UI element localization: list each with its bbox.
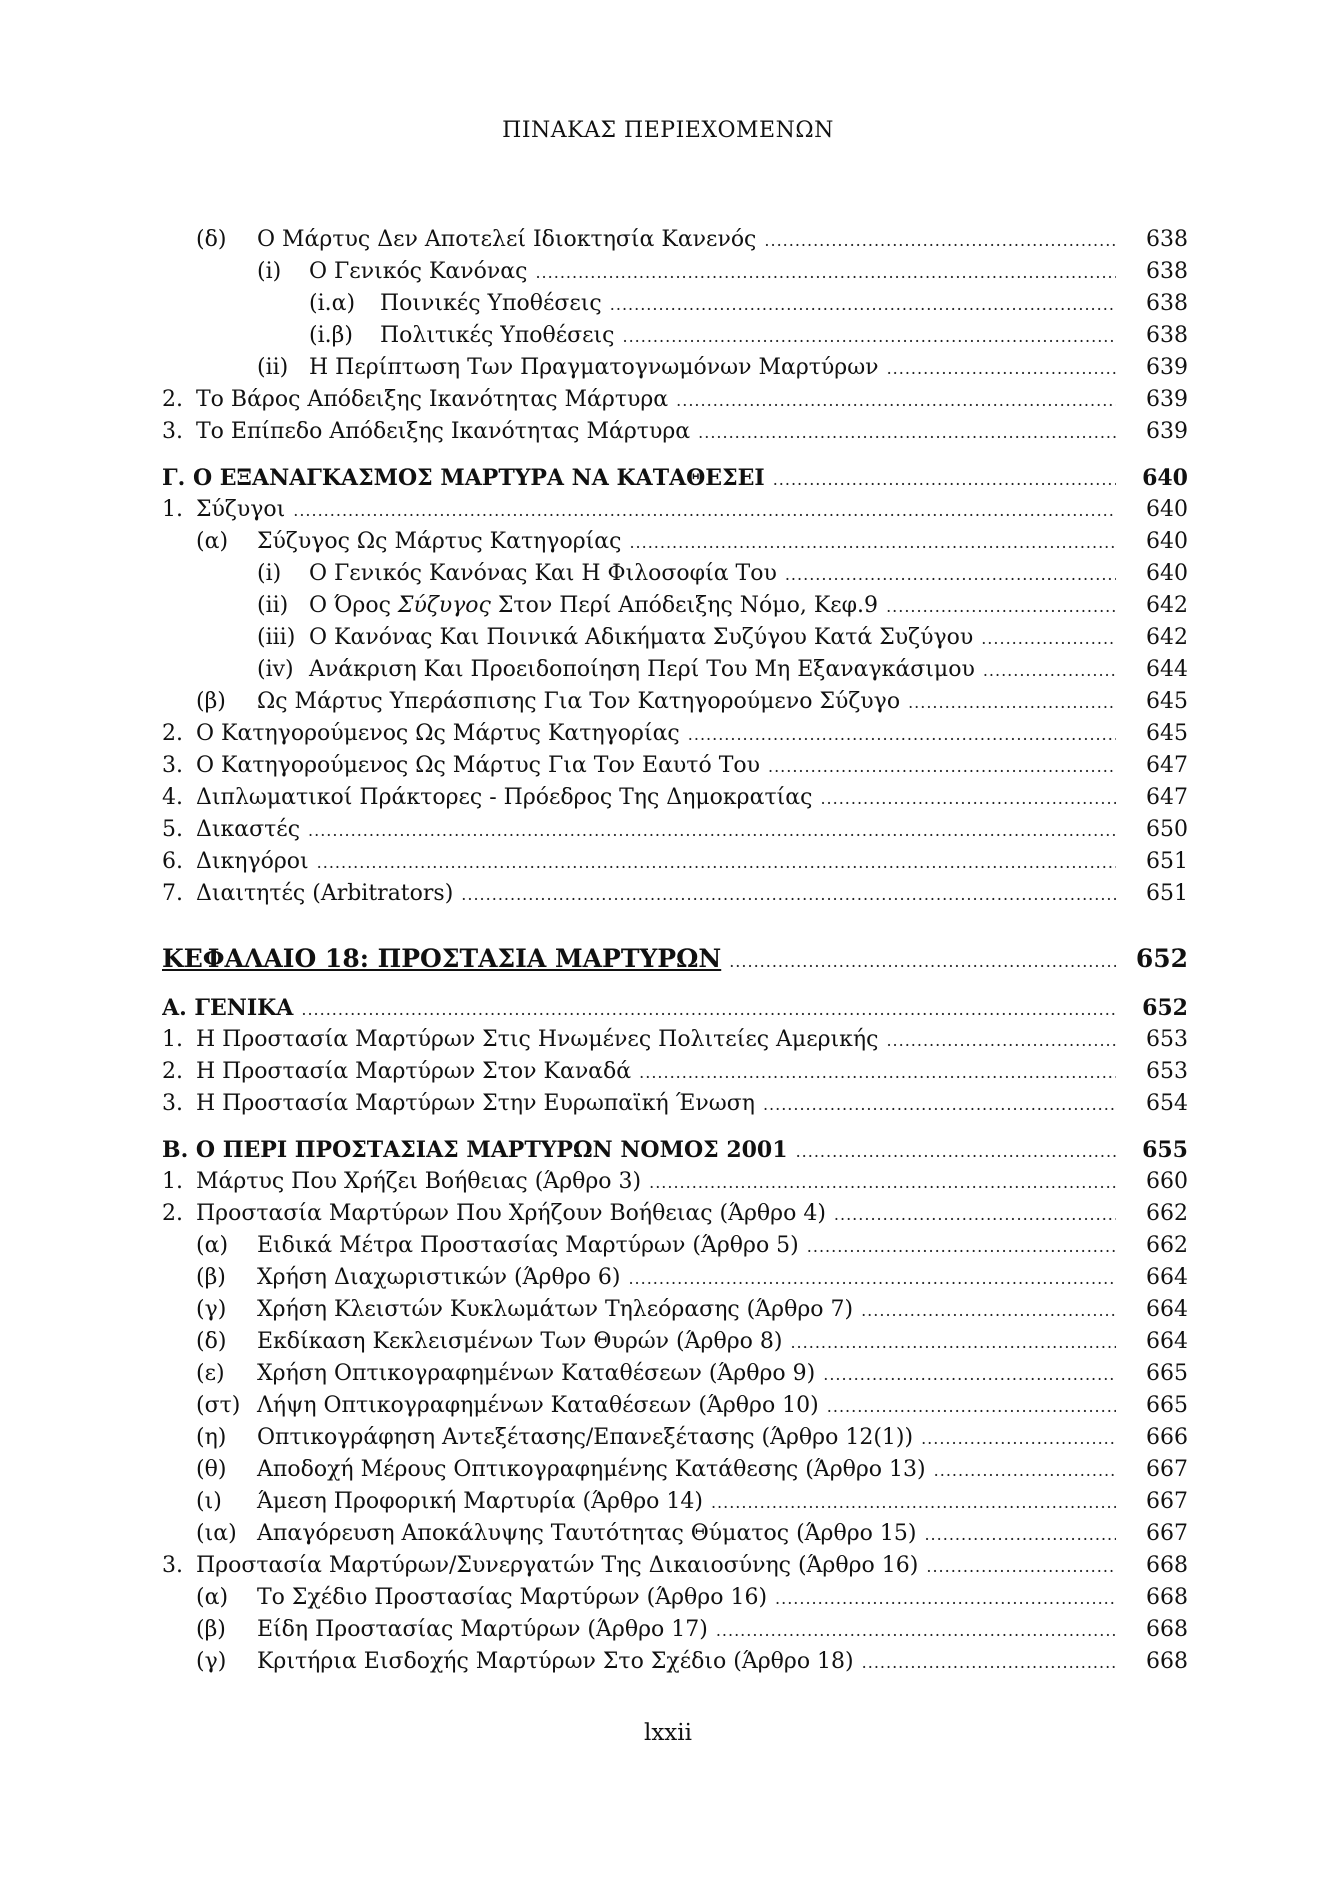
toc-entry[interactable] <box>162 494 1188 526</box>
toc-entry-title: Ως Μάρτυς Υπεράσπισης Για Τον Κατηγορούμενο Σύζυγο <box>257 689 901 714</box>
toc-entry-number: (iii) <box>257 625 296 650</box>
dot-leader <box>293 495 1116 526</box>
toc-entry-page: 653 <box>1146 1059 1188 1084</box>
dot-leader <box>921 1423 1116 1454</box>
dot-leader <box>775 1583 1116 1614</box>
toc-entry-title: Ο Μάρτυς Δεν Αποτελεί Ιδιοκτησία Κανενός <box>257 227 757 252</box>
toc-entry[interactable] <box>162 352 1188 384</box>
toc-entry-number: (i.β) <box>309 323 353 348</box>
toc-section-heading[interactable] <box>162 992 1188 1024</box>
toc-entry-title: Ο Κανόνας Και Ποινικά Αδικήματα Συζύγου Κατά Συζύγου <box>309 625 974 650</box>
toc-entry-title: Ο Κατηγορούμενος Ως Μάρτυς Κατηγορίας <box>196 721 680 746</box>
toc-entry-page: 667 <box>1146 1457 1188 1482</box>
toc-entry-page: 664 <box>1146 1265 1188 1290</box>
toc-entry-title: Ο Γενικός Κανόνας <box>309 259 528 284</box>
toc-entry[interactable] <box>162 718 1188 750</box>
toc-entry-page: 667 <box>1146 1521 1188 1546</box>
dot-leader <box>820 783 1116 814</box>
toc-entry-page: 653 <box>1146 1027 1188 1052</box>
toc-entry[interactable] <box>162 1486 1188 1518</box>
toc-entry-title: Οπτικογράφηση Αντεξέτασης/Επανεξέτασης (Άρθρο 12(1)) <box>257 1425 914 1450</box>
table-of-contents <box>162 224 1188 1678</box>
toc-entry-title: Προστασία Μαρτύρων/Συνεργατών Της Δικαιοσύνης (Άρθρο 16) <box>196 1553 919 1578</box>
toc-entry[interactable] <box>162 1454 1188 1486</box>
toc-entry[interactable] <box>162 654 1188 686</box>
toc-entry-number: 1. <box>162 497 183 522</box>
toc-entry-page: 645 <box>1146 721 1188 746</box>
toc-entry-number: (β) <box>196 1265 226 1290</box>
dot-leader <box>768 751 1116 782</box>
toc-entry-title <box>309 590 878 622</box>
toc-section-title: Α. ΓΕΝΙΚΑ <box>162 995 294 1021</box>
toc-entry-page: 639 <box>1146 355 1188 380</box>
toc-entry[interactable] <box>162 224 1188 256</box>
toc-entry[interactable] <box>162 1550 1188 1582</box>
toc-entry[interactable] <box>162 686 1188 718</box>
toc-entry-number: 2. <box>162 1201 183 1226</box>
toc-entry-number: (δ) <box>196 1329 227 1354</box>
toc-entry-number: (γ) <box>196 1297 227 1322</box>
toc-entry-page: 651 <box>1146 881 1188 906</box>
toc-entry-number: (β) <box>196 689 226 714</box>
toc-entry-page: 640 <box>1146 529 1188 554</box>
toc-entry-title: Κριτήρια Εισδοχής Μαρτύρων Στο Σχέδιο (Άρθρο 18) <box>257 1649 854 1674</box>
toc-entry[interactable] <box>162 622 1188 654</box>
toc-entry-page: 640 <box>1142 465 1188 491</box>
dot-leader <box>639 1057 1116 1088</box>
toc-entry[interactable] <box>162 1390 1188 1422</box>
dot-leader <box>862 1647 1116 1678</box>
dot-leader <box>698 417 1116 448</box>
toc-entry[interactable] <box>162 1088 1188 1120</box>
toc-entry-page: 665 <box>1146 1393 1188 1418</box>
dot-leader <box>834 1199 1116 1230</box>
toc-entry-number: (α) <box>196 1585 229 1610</box>
dot-leader <box>983 655 1116 686</box>
toc-entry-page: 664 <box>1146 1297 1188 1322</box>
toc-entry-number: (ii) <box>257 355 289 380</box>
toc-entry-page: 655 <box>1142 1137 1188 1163</box>
toc-entry-page: 666 <box>1146 1425 1188 1450</box>
toc-entry-page: 668 <box>1146 1553 1188 1578</box>
toc-entry-page: 640 <box>1146 561 1188 586</box>
toc-entry-page: 668 <box>1146 1585 1188 1610</box>
dot-leader <box>729 943 1116 978</box>
toc-entry-page: 647 <box>1146 785 1188 810</box>
toc-entry-number: 3. <box>162 753 183 778</box>
dot-leader <box>887 353 1116 384</box>
toc-entry[interactable] <box>162 1198 1188 1230</box>
dot-leader <box>764 225 1116 256</box>
dot-leader <box>711 1487 1116 1518</box>
toc-entry[interactable] <box>162 1056 1188 1088</box>
toc-entry-title: Χρήση Κλειστών Κυκλωμάτων Τηλεόρασης (Άρθρο 7) <box>257 1297 854 1322</box>
dot-leader <box>827 1391 1116 1422</box>
toc-entry-title: Άμεση Προφορική Μαρτυρία (Άρθρο 14) <box>257 1489 703 1514</box>
toc-entry-page: 639 <box>1146 387 1188 412</box>
toc-entry-number: (ια) <box>196 1521 237 1546</box>
toc-entry-number: 3. <box>162 419 183 444</box>
toc-section-title: Β. Ο ΠΕΡΙ ΠΡΟΣΤΑΣΙΑΣ ΜΑΡΤΥΡΩΝ ΝΟΜΟΣ 2001 <box>162 1137 788 1163</box>
toc-chapter-heading[interactable] <box>162 940 1188 978</box>
toc-entry[interactable] <box>162 1166 1188 1198</box>
toc-entry-number: 7. <box>162 881 183 906</box>
toc-chapter-title: ΚΕΦΑΛΑΙΟ 18: ΠΡΟΣΤΑΣΙΑ ΜΑΡΤΥΡΩΝ <box>162 944 722 973</box>
toc-entry-page: 647 <box>1146 753 1188 778</box>
toc-entry-title: Ποινικές Υποθέσεις <box>380 291 602 316</box>
toc-entry-page: 638 <box>1146 259 1188 284</box>
toc-entry-title: Πολιτικές Υποθέσεις <box>380 323 615 348</box>
toc-entry-number: 2. <box>162 1059 183 1084</box>
toc-entry[interactable] <box>162 1614 1188 1646</box>
toc-entry-page: 645 <box>1146 689 1188 714</box>
toc-entry-title: Μάρτυς Που Χρήζει Βοήθειας (Άρθρο 3) <box>196 1169 642 1194</box>
toc-entry-page: 662 <box>1146 1201 1188 1226</box>
dot-leader <box>628 1263 1116 1294</box>
toc-entry[interactable] <box>162 1646 1188 1678</box>
toc-entry[interactable] <box>162 1422 1188 1454</box>
toc-entry-number: (ii) <box>257 593 289 618</box>
toc-entry-page: 642 <box>1146 593 1188 618</box>
toc-entry-page: 639 <box>1146 419 1188 444</box>
dot-leader <box>535 257 1116 288</box>
dot-leader <box>716 1615 1116 1646</box>
toc-entry[interactable] <box>162 384 1188 416</box>
toc-entry-number: (α) <box>196 1233 229 1258</box>
dot-leader <box>790 1327 1116 1358</box>
toc-entry-title: Η Προστασία Μαρτύρων Στις Ηνωμένες Πολιτείες Αμερικής <box>196 1027 879 1052</box>
dot-leader <box>926 1551 1116 1582</box>
toc-entry-title: Το Σχέδιο Προστασίας Μαρτύρων (Άρθρο 16) <box>257 1585 768 1610</box>
toc-entry[interactable] <box>162 1582 1188 1614</box>
toc-entry-title: Ανάκριση Και Προειδοποίηση Περί Του Μη Εξαναγκάσιμου <box>309 657 975 682</box>
toc-entry-number: (ι) <box>196 1489 222 1514</box>
dot-leader <box>461 879 1116 910</box>
toc-entry-title: Δικηγόροι <box>196 849 309 874</box>
toc-entry-page: 660 <box>1146 1169 1188 1194</box>
toc-entry-title: Σύζυγοι <box>196 497 286 522</box>
toc-entry-page: 642 <box>1146 625 1188 650</box>
toc-entry-page: 644 <box>1146 657 1188 682</box>
toc-entry[interactable] <box>162 846 1188 878</box>
toc-entry[interactable] <box>162 590 1188 622</box>
toc-entry-page: 668 <box>1146 1617 1188 1642</box>
toc-entry-page: 662 <box>1146 1233 1188 1258</box>
toc-entry-number: (i) <box>257 561 282 586</box>
dot-leader <box>785 559 1116 590</box>
toc-entry-page: 654 <box>1146 1091 1188 1116</box>
toc-entry-number: (ε) <box>196 1361 225 1386</box>
toc-entry-title-end: Στον Περί Απόδειξης Νόμο, Κεφ.9 <box>490 593 879 618</box>
toc-entry[interactable] <box>162 1326 1188 1358</box>
toc-entry-title: Εκδίκαση Κεκλεισμένων Των Θυρών (Άρθρο 8) <box>257 1329 783 1354</box>
toc-entry-number: 3. <box>162 1091 183 1116</box>
toc-entry-number: 2. <box>162 387 183 412</box>
toc-entry-page: 652 <box>1135 944 1188 973</box>
dot-leader <box>308 815 1116 846</box>
dot-leader <box>981 623 1116 654</box>
page-number: lxxii <box>643 1720 692 1746</box>
toc-entry-number: (i.α) <box>309 291 356 316</box>
toc-entry-title: Αποδοχή Μέρους Οπτικογραφημένης Κατάθεσης (Άρθρο 13) <box>257 1457 926 1482</box>
toc-entry-number: 2. <box>162 721 183 746</box>
toc-entry[interactable] <box>162 1358 1188 1390</box>
dot-leader <box>763 1089 1116 1120</box>
dot-leader <box>886 1025 1116 1056</box>
page-header-title: ΠΙΝΑΚΑΣ ΠΕΡΙΕΧΟΜΕΝΩΝ <box>502 118 834 143</box>
toc-entry-page: 638 <box>1146 291 1188 316</box>
toc-entry-title: Το Επίπεδο Απόδειξης Ικανότητας Μάρτυρα <box>196 419 691 444</box>
dot-leader <box>861 1295 1116 1326</box>
toc-entry-title: Η Προστασία Μαρτύρων Στην Ευρωπαϊκή Ένωση <box>196 1091 755 1116</box>
toc-entry-title: Χρήση Οπτικογραφημένων Καταθέσεων (Άρθρο 9) <box>257 1361 816 1386</box>
dot-leader <box>688 719 1116 750</box>
toc-entry-title: Ο Κατηγορούμενος Ως Μάρτυς Για Τον Εαυτό Του <box>196 753 760 778</box>
toc-entry-title: Λήψη Οπτικογραφημένων Καταθέσεων (Άρθρο 10) <box>257 1393 819 1418</box>
dot-leader <box>610 289 1116 320</box>
toc-entry-title-start: Ο Όρος <box>309 593 398 618</box>
toc-entry[interactable] <box>162 1518 1188 1550</box>
toc-entry-page: 668 <box>1146 1649 1188 1674</box>
toc-entry-title: Διαιτητές (Arbitrators) <box>196 881 454 906</box>
toc-entry-page: 652 <box>1142 995 1188 1021</box>
toc-entry[interactable] <box>162 320 1188 352</box>
dot-leader <box>649 1167 1116 1198</box>
toc-entry-number: (γ) <box>196 1649 227 1674</box>
toc-entry-number: (θ) <box>196 1457 227 1482</box>
toc-entry-page: 638 <box>1146 323 1188 348</box>
toc-entry[interactable] <box>162 782 1188 814</box>
toc-entry[interactable] <box>162 1024 1188 1056</box>
toc-entry[interactable] <box>162 416 1188 448</box>
toc-entry-number: 1. <box>162 1027 183 1052</box>
dot-leader <box>773 464 1116 494</box>
toc-entry-number: (iv) <box>257 657 294 682</box>
toc-section-title: Γ. Ο ΕΞΑΝΑΓΚΑΣΜΟΣ ΜΑΡΤΥΡΑ ΝΑ ΚΑΤΑΘΕΣΕΙ <box>162 465 765 491</box>
dot-leader <box>924 1519 1116 1550</box>
toc-entry-number: (α) <box>196 529 229 554</box>
toc-entry-title-italic: Σύζυγος <box>397 593 491 618</box>
toc-entry-number: 3. <box>162 1553 183 1578</box>
dot-leader <box>629 527 1116 558</box>
dot-leader <box>934 1455 1116 1486</box>
toc-entry[interactable] <box>162 1294 1188 1326</box>
toc-entry-page: 638 <box>1146 227 1188 252</box>
toc-entry[interactable] <box>162 256 1188 288</box>
toc-entry[interactable] <box>162 814 1188 846</box>
dot-leader <box>823 1359 1116 1390</box>
toc-entry-title: Δικαστές <box>196 817 301 842</box>
toc-entry-number: (i) <box>257 259 282 284</box>
toc-entry-title: Η Προστασία Μαρτύρων Στον Καναδά <box>196 1059 632 1084</box>
toc-entry-number: 4. <box>162 785 183 810</box>
toc-entry-title: Είδη Προστασίας Μαρτύρων (Άρθρο 17) <box>257 1617 708 1642</box>
toc-entry-page: 650 <box>1146 817 1188 842</box>
dot-leader <box>676 385 1116 416</box>
toc-entry-page: 667 <box>1146 1489 1188 1514</box>
toc-entry-page: 664 <box>1146 1329 1188 1354</box>
toc-entry[interactable] <box>162 1262 1188 1294</box>
toc-entry-title: Ο Γενικός Κανόνας Και Η Φιλοσοφία Του <box>309 561 777 586</box>
toc-section-heading[interactable] <box>162 1134 1188 1166</box>
toc-entry[interactable] <box>162 288 1188 320</box>
dot-leader <box>623 321 1117 352</box>
toc-entry-page: 665 <box>1146 1361 1188 1386</box>
toc-entry-title: Η Περίπτωση Των Πραγματογνωμόνων Μαρτύρων <box>309 355 879 380</box>
dot-leader <box>301 994 1116 1024</box>
toc-section-heading[interactable] <box>162 462 1188 494</box>
dot-leader <box>317 847 1116 878</box>
dot-leader <box>908 687 1116 718</box>
toc-entry-title: Ειδικά Μέτρα Προστασίας Μαρτύρων (Άρθρο 5) <box>257 1233 799 1258</box>
toc-entry-number: (στ) <box>196 1393 241 1418</box>
toc-entry[interactable] <box>162 750 1188 782</box>
toc-entry[interactable] <box>162 526 1188 558</box>
toc-entry-title: Το Βάρος Απόδειξης Ικανότητας Μάρτυρα <box>196 387 669 412</box>
toc-entry-title: Διπλωματικοί Πράκτορες - Πρόεδρος Της Δημοκρατίας <box>196 785 813 810</box>
toc-entry[interactable] <box>162 558 1188 590</box>
toc-entry-page: 651 <box>1146 849 1188 874</box>
toc-entry-title: Χρήση Διαχωριστικών (Άρθρο 6) <box>257 1265 621 1290</box>
dot-leader <box>807 1231 1116 1262</box>
toc-entry-page: 640 <box>1146 497 1188 522</box>
toc-entry-title: Προστασία Μαρτύρων Που Χρήζουν Βοήθειας (Άρθρο 4) <box>196 1201 826 1226</box>
toc-entry-title: Σύζυγος Ως Μάρτυς Κατηγορίας <box>257 529 622 554</box>
toc-entry-number: 6. <box>162 849 183 874</box>
dot-leader <box>886 591 1116 622</box>
toc-entry-number: (δ) <box>196 227 227 252</box>
toc-entry-number: (η) <box>196 1425 227 1450</box>
toc-entry-title: Απαγόρευση Αποκάλυψης Ταυτότητας Θύματος (Άρθρο 15) <box>257 1521 917 1546</box>
toc-entry-number: 1. <box>162 1169 183 1194</box>
toc-entry[interactable] <box>162 878 1188 910</box>
toc-entry-number: 5. <box>162 817 183 842</box>
toc-entry[interactable] <box>162 1230 1188 1262</box>
dot-leader <box>796 1136 1116 1166</box>
toc-entry-number: (β) <box>196 1617 226 1642</box>
